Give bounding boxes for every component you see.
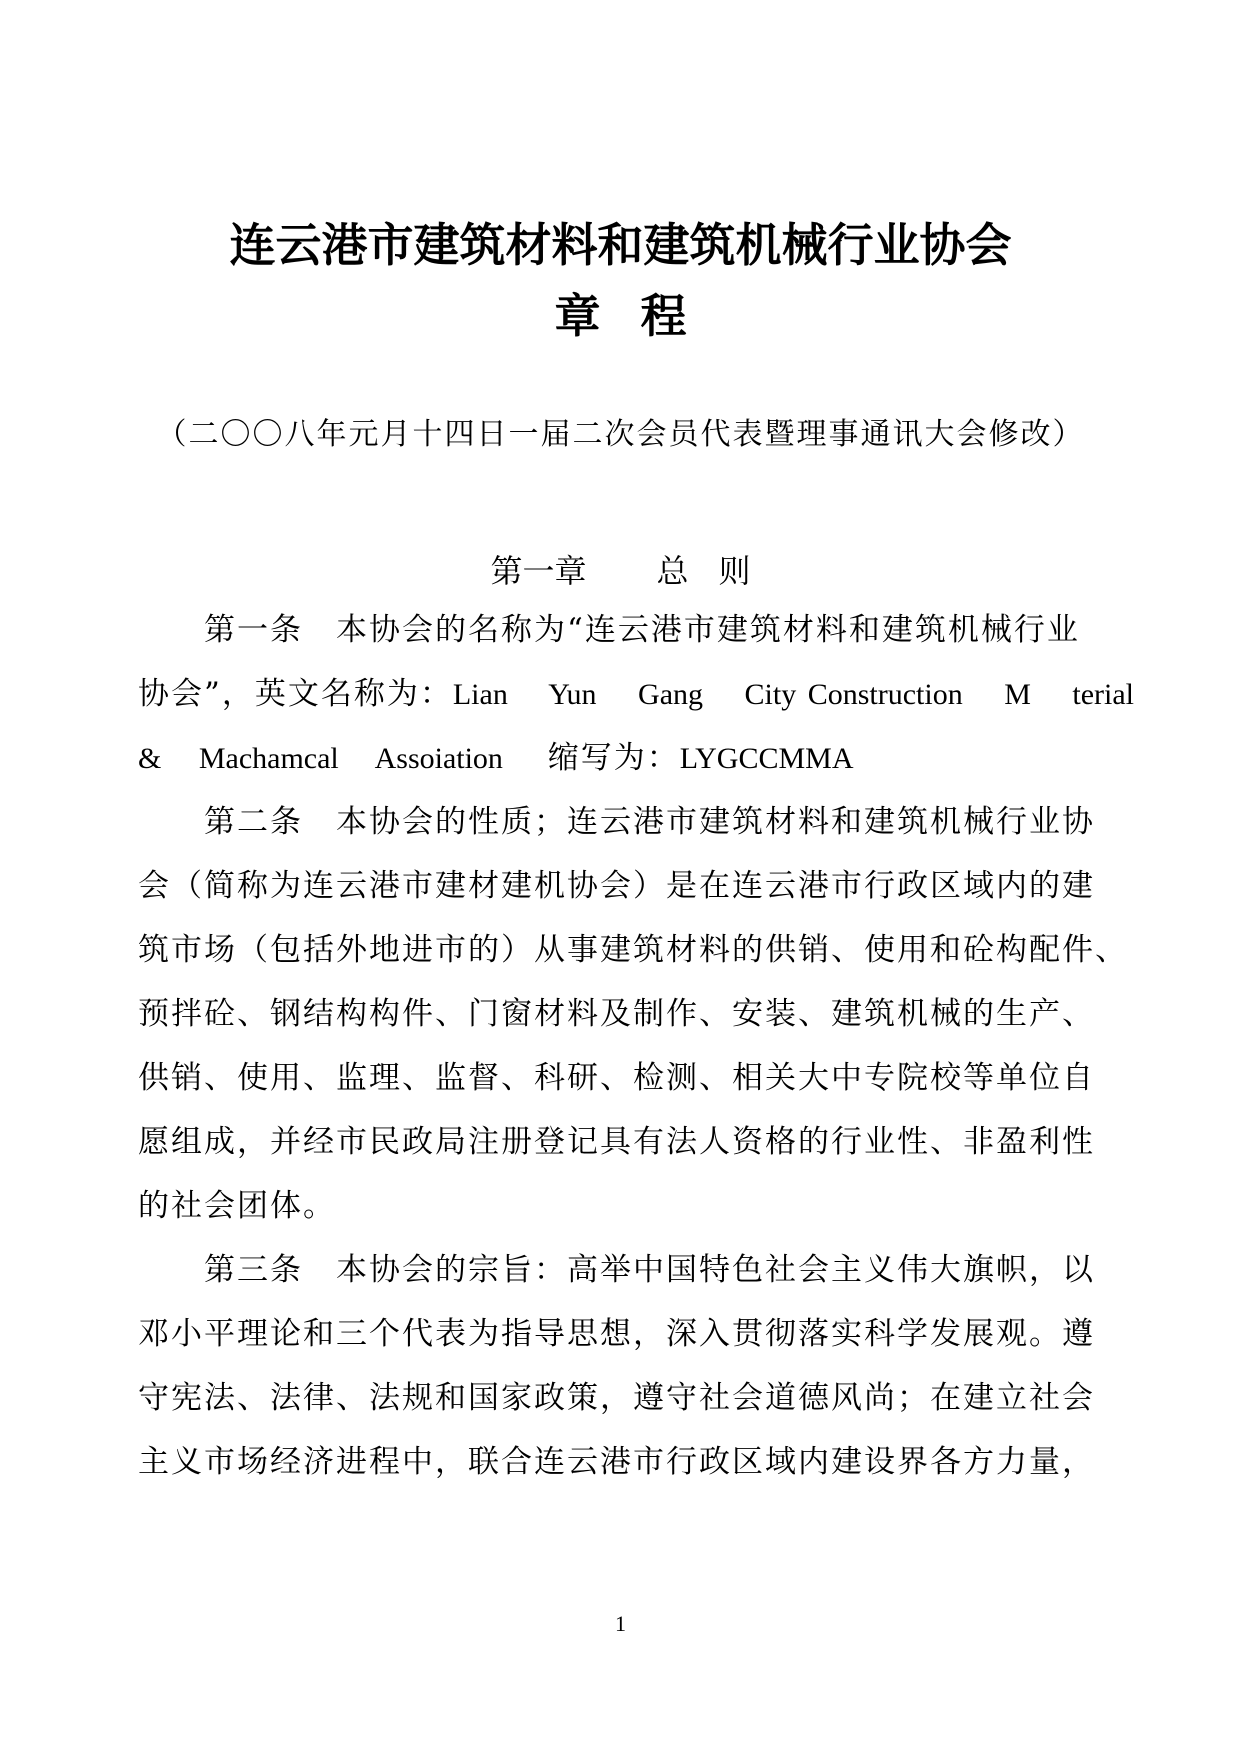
article-2 xyxy=(138,790,1128,1238)
article-1-line-3 xyxy=(138,726,1103,790)
article-2-line: 供销、使用、监理、监督、科研、检测、相关大中专院校等单位自 xyxy=(138,1060,1095,1096)
chapter-number: 第一章 xyxy=(490,552,587,590)
article-2-line: 的社会团体。 xyxy=(138,1188,336,1224)
article-1-abbr-label: 缩写为： xyxy=(547,740,680,776)
page-number: 1 xyxy=(615,1611,626,1636)
article-2-line: 预拌砼、钢结构构件、门窗材料及制作、安装、建筑机械的生产、 xyxy=(138,996,1095,1032)
article-1-abbreviation: LYGCCMMA xyxy=(679,742,854,775)
article-1-line-1: 第一条 本协会的名称为“连云港市建筑材料和建筑机械行业 xyxy=(204,612,1080,648)
article-3 xyxy=(138,1238,1103,1494)
chapter-heading xyxy=(0,552,1241,590)
article-3-line: 第三条 本协会的宗旨：高举中国特色社会主义伟大旗帜，以 xyxy=(204,1252,1095,1288)
document-title: 连云港市建筑材料和建筑机械行业协会 xyxy=(229,218,1012,272)
article-1-english-name-cont: & Machamcal Assoiation xyxy=(138,742,503,775)
article-3-line: 邓小平理论和三个代表为指导思想，深入贯彻落实科学发展观。遵 xyxy=(138,1316,1095,1352)
article-2-line: 第二条 本协会的性质；连云港市建筑材料和建筑机械行业协 xyxy=(204,804,1095,840)
article-1-line-2 xyxy=(138,662,1135,726)
chapter-title-part1: 总 xyxy=(656,552,689,590)
article-2-line: 筑市场（包括外地进市的）从事建筑材料的供销、使用和砼构配件、 xyxy=(138,932,1128,968)
document-title-charter: 章程 xyxy=(554,289,727,343)
article-2-line: 愿组成，并经市民政局注册登记具有法人资格的行业性、非盈利性 xyxy=(138,1124,1095,1160)
article-1-english-name: Lian Yun Gang City Construction M terial xyxy=(452,678,1135,711)
article-3-line: 主义市场经济进程中，联合连云港市行政区域内建设界各方力量， xyxy=(138,1444,1095,1480)
article-1 xyxy=(138,598,1135,790)
document-subtitle: （二〇〇八年元月十四日一届二次会员代表暨理事通讯大会修改） xyxy=(156,417,1085,452)
article-2-line: 会（简称为连云港市建材建机协会）是在连云港市行政区域内的建 xyxy=(138,868,1095,904)
article-3-line: 守宪法、法律、法规和国家政策，遵守社会道德风尚；在建立社会 xyxy=(138,1380,1095,1416)
article-1-line-2-cn: 协会”，英文名称为： xyxy=(138,676,453,712)
chapter-title-part2: 则 xyxy=(718,552,751,590)
